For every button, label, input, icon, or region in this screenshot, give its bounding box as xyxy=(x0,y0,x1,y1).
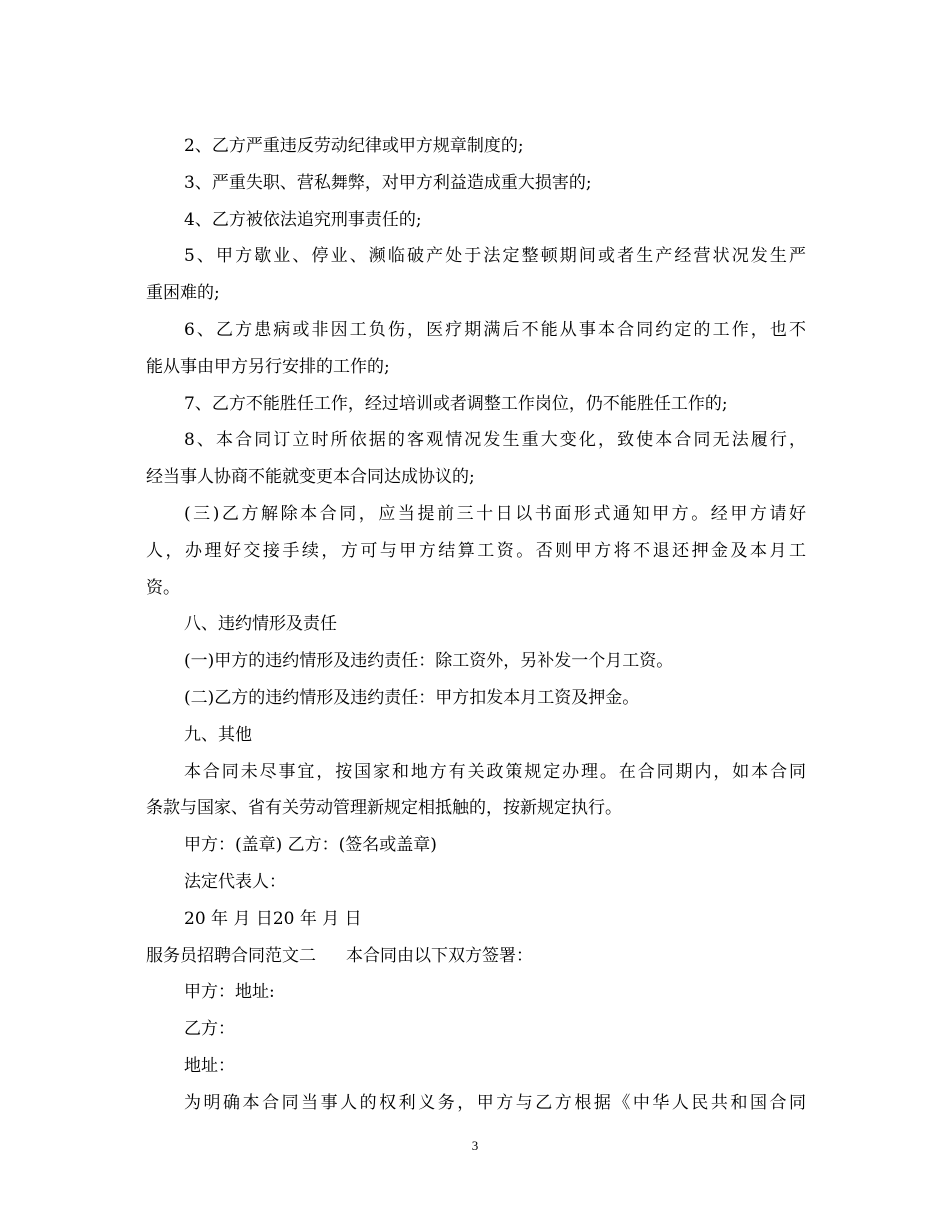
purpose-line: 为明确本合同当事人的权利义务，甲方与乙方根据《中华人民共和国合同 xyxy=(184,1092,806,1113)
clause-4: 4、乙方被依法追究刑事责任的; xyxy=(184,209,422,230)
clause-8-line-1: 8、本合同订立时所依据的客观情况发生重大变化，致使本合同无法履行， xyxy=(184,430,806,451)
breach-party-a: (一)甲方的违约情形及违约责任：除工资外，另补发一个月工资。 xyxy=(184,651,674,672)
page-number: 3 xyxy=(471,1138,479,1153)
signing-intro: 本合同由以下双方签署： xyxy=(346,945,533,966)
party-b-address: 地址： xyxy=(184,1055,235,1076)
clause-5-line-2: 重困难的; xyxy=(146,283,220,304)
clause-6-line-2: 能从事由甲方另行安排的工作的; xyxy=(146,356,390,377)
party-b: 乙方： xyxy=(184,1019,235,1040)
heading-breach: 八、违约情形及责任 xyxy=(184,614,337,635)
other-line-2: 条款与国家、省有关劳动管理新规定相抵触的，按新规定执行。 xyxy=(146,798,622,819)
clause-8-line-2: 经当事人协商不能就变更本合同达成协议的; xyxy=(146,467,475,488)
other-line-1: 本合同未尽事宜，按国家和地方有关政策规定办理。在合同期内，如本合同 xyxy=(184,761,806,782)
document-body xyxy=(146,128,806,1122)
signature-parties: 甲方：(盖章) 乙方：(签名或盖章) xyxy=(184,835,437,856)
template-two-line xyxy=(146,938,806,975)
clause-6-line-1: 6、乙方患病或非因工负伤，医疗期满后不能从事本合同约定的工作，也不 xyxy=(184,319,806,340)
template-two-title: 服务员招聘合同范文二 xyxy=(146,945,316,966)
signature-dates: 20 年 月 日20 年 月 日 xyxy=(184,908,362,929)
section-3-line-1: (三)乙方解除本合同，应当提前三十日以书面形式通知甲方。经甲方请好 xyxy=(184,503,806,524)
party-a-address: 甲方：地址: xyxy=(184,982,275,1003)
legal-representative: 法定代表人： xyxy=(184,871,286,892)
clause-7: 7、乙方不能胜任工作，经过培训或者调整工作岗位，仍不能胜任工作的; xyxy=(184,393,728,414)
section-3-line-3: 资。 xyxy=(146,577,180,598)
heading-other: 九、其他 xyxy=(184,724,252,745)
section-3-line-2: 人，办理好交接手续，方可与甲方结算工资。否则甲方将不退还押金及本月工 xyxy=(146,540,806,561)
clause-2: 2、乙方严重违反劳动纪律或甲方规章制度的; xyxy=(184,136,524,156)
breach-party-b: (二)乙方的违约情形及违约责任：甲方扣发本月工资及押金。 xyxy=(184,687,640,708)
clause-3: 3、严重失职、营私舞弊，对甲方利益造成重大损害的; xyxy=(184,172,592,193)
clause-5-line-1: 5、甲方歇业、停业、濒临破产处于法定整顿期间或者生产经营状况发生严 xyxy=(184,246,806,267)
